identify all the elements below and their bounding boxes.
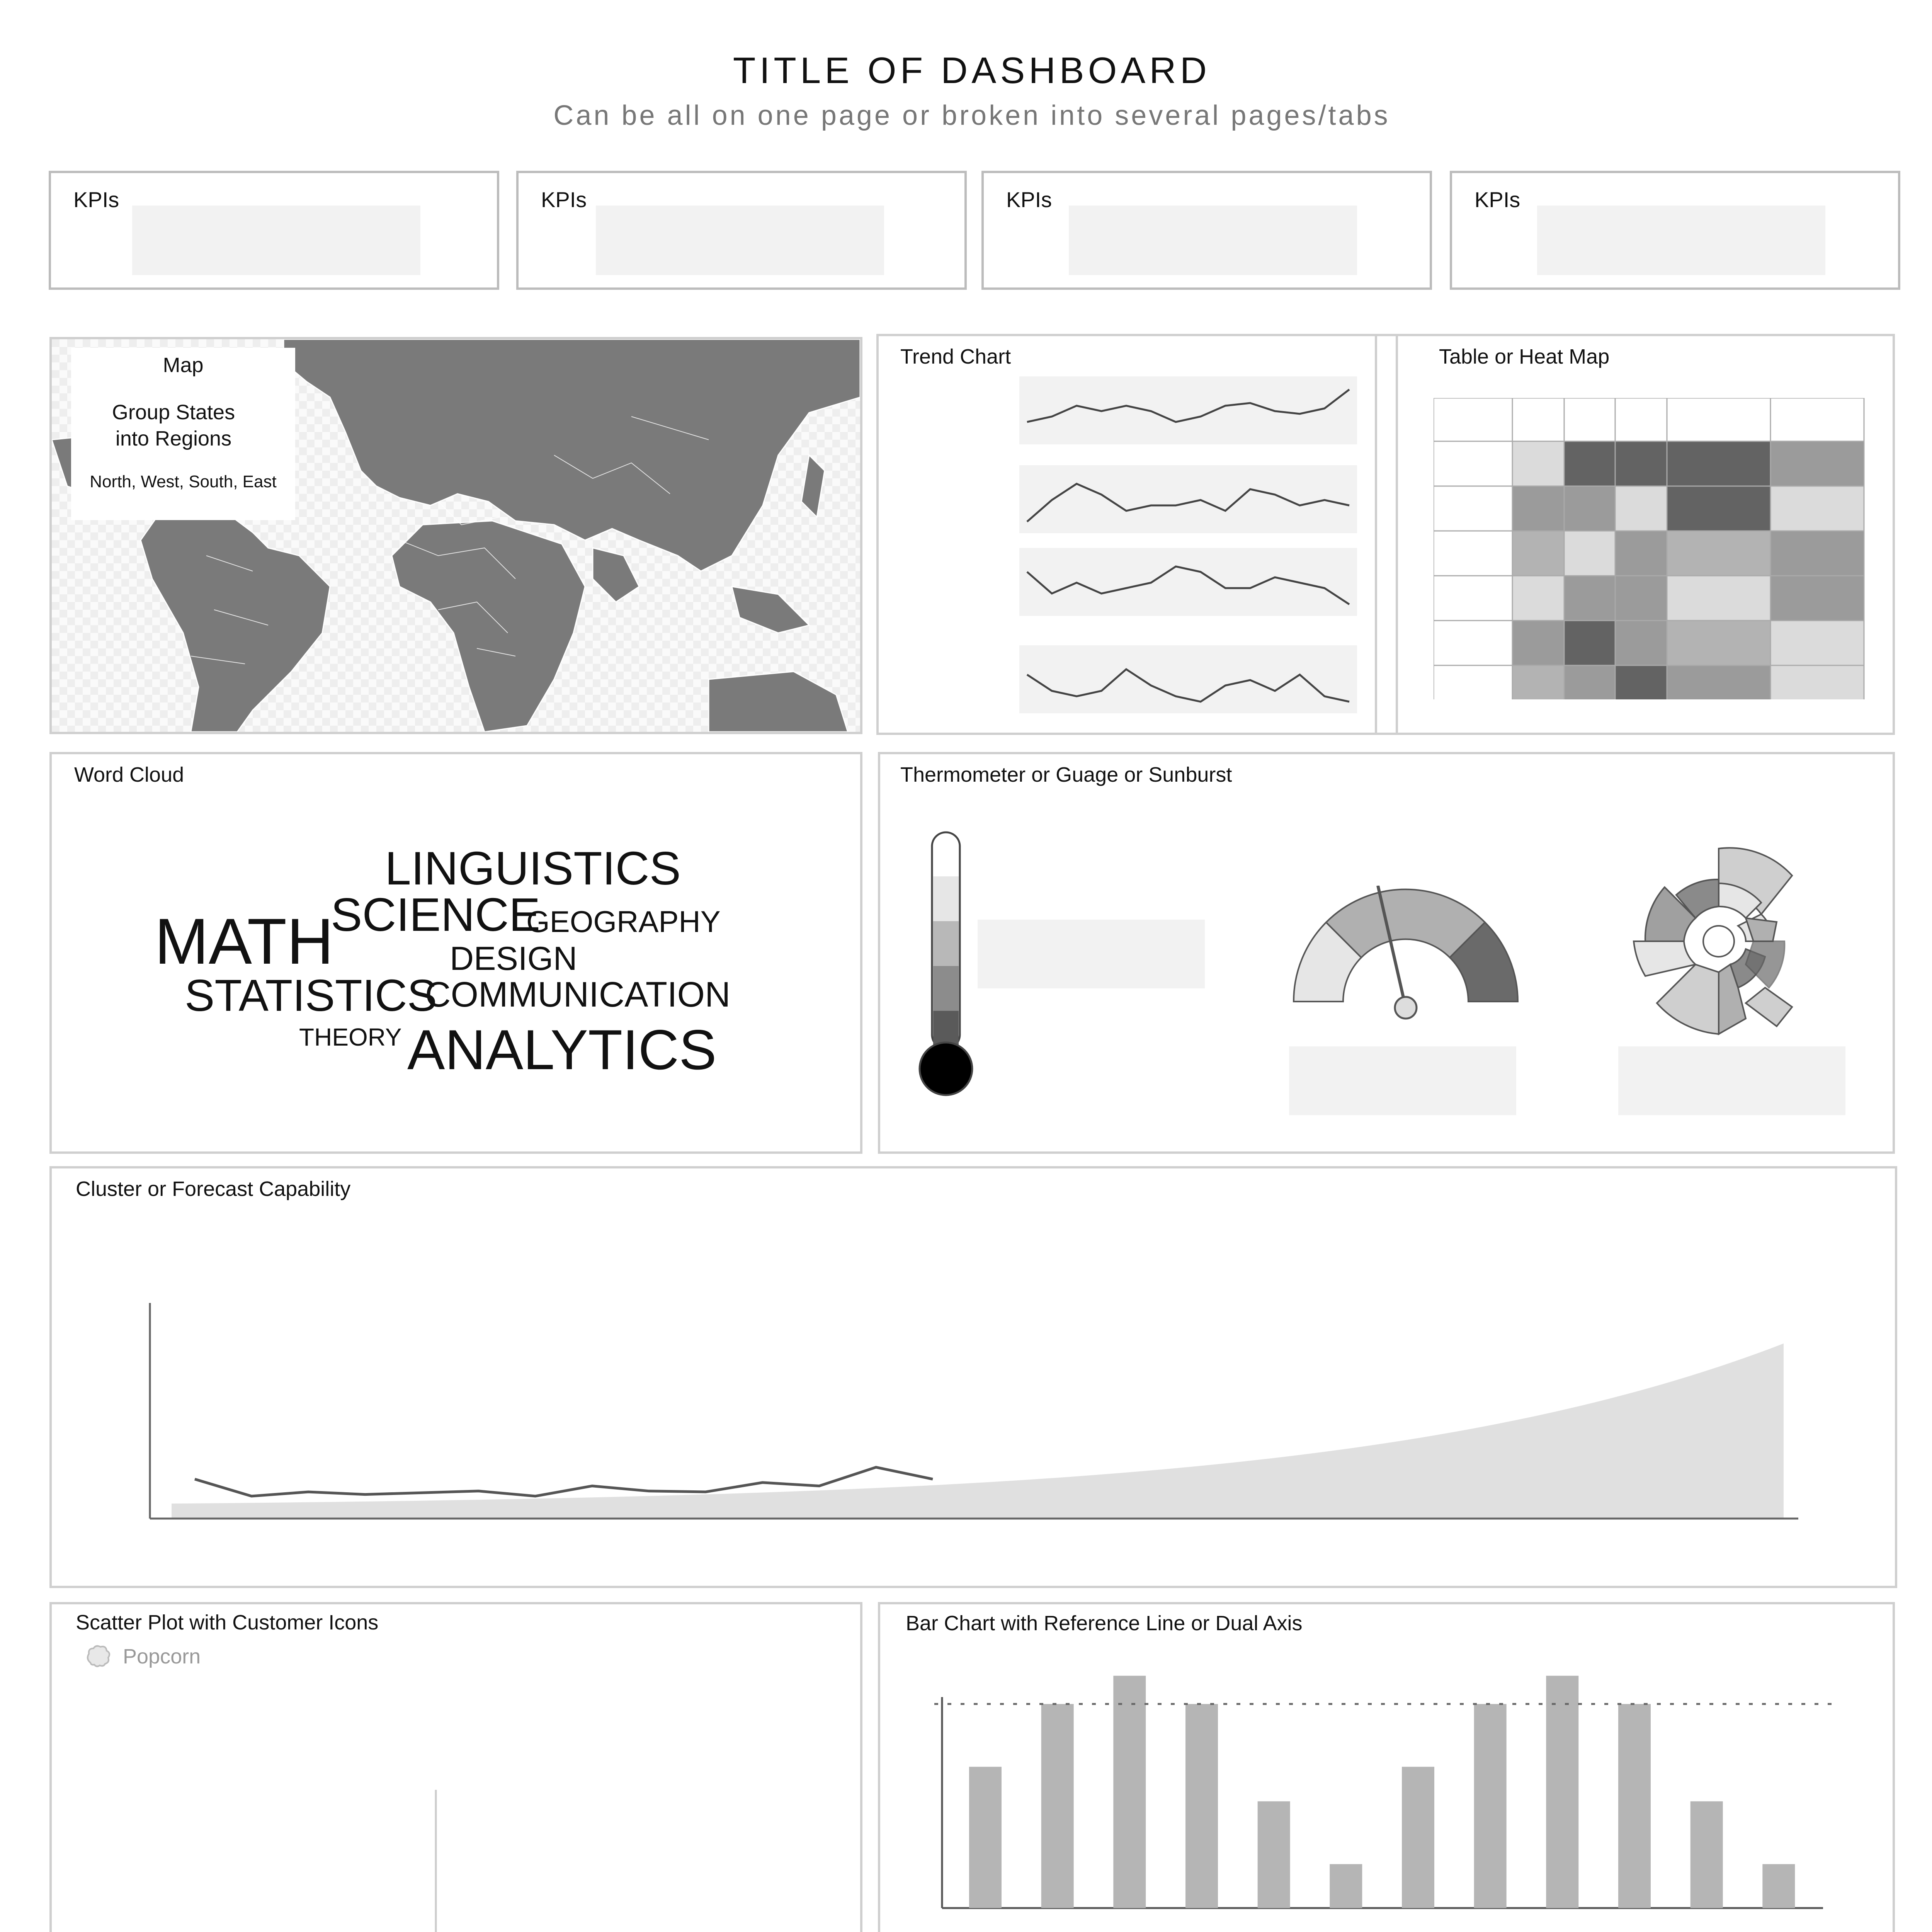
heatmap-cell bbox=[1667, 441, 1770, 486]
heatmap-row-label-cell bbox=[1434, 486, 1512, 531]
heatmap-cell bbox=[1615, 665, 1667, 699]
divider-right bbox=[1396, 336, 1398, 733]
heatmap-title: Table or Heat Map bbox=[1439, 345, 1610, 368]
trend-sparklines bbox=[879, 336, 1373, 733]
gauges-panel bbox=[878, 752, 1895, 1154]
heatmap-cell bbox=[1770, 486, 1864, 531]
heatmap-cell bbox=[1564, 576, 1615, 621]
heatmap-cell bbox=[1512, 576, 1564, 621]
scatter-title: Scatter Plot with Customer Icons bbox=[76, 1611, 379, 1634]
kpi-value-placeholder bbox=[132, 206, 420, 275]
heatmap-cell bbox=[1615, 576, 1667, 621]
bar bbox=[1546, 1676, 1578, 1908]
bar bbox=[1618, 1704, 1651, 1908]
map-regions: North, West, South, East bbox=[90, 472, 277, 491]
sparkline bbox=[1027, 669, 1349, 702]
heatmap-cell bbox=[1667, 665, 1770, 699]
bar bbox=[1474, 1704, 1507, 1908]
heatmap-cell bbox=[1770, 441, 1864, 486]
heatmap-row-label-cell bbox=[1434, 531, 1512, 576]
bar-chart bbox=[880, 1604, 1893, 1932]
gauges-title: Thermometer or Guage or Sunburst bbox=[900, 763, 1232, 786]
heatmap-header-cell bbox=[1564, 398, 1615, 441]
heatmap-cell bbox=[1615, 441, 1667, 486]
word-cloud-word: SCIENCE bbox=[331, 888, 541, 941]
heatmap-cell bbox=[1770, 576, 1864, 621]
bar-chart-title: Bar Chart with Reference Line or Dual Axis bbox=[906, 1612, 1303, 1635]
scatter-plot bbox=[52, 1682, 860, 1932]
word-cloud-title: Word Cloud bbox=[74, 763, 184, 786]
heatmap-cell bbox=[1512, 486, 1564, 531]
heatmap-header-cell bbox=[1770, 398, 1864, 441]
kpi-card-2 bbox=[516, 171, 967, 290]
thermometer-icon bbox=[915, 828, 985, 1107]
scatter-panel bbox=[49, 1602, 862, 1932]
kpi-label: KPIs bbox=[541, 187, 587, 212]
heatmap-cell bbox=[1667, 576, 1770, 621]
word-cloud-word: COMMUNICATION bbox=[425, 975, 731, 1014]
heatmap-header-cell bbox=[1615, 398, 1667, 441]
kpi-card-4 bbox=[1450, 171, 1900, 290]
map-legend-box bbox=[71, 348, 295, 520]
heatmap-cell bbox=[1512, 665, 1564, 699]
bar bbox=[1041, 1704, 1074, 1908]
sunburst-icon bbox=[1630, 825, 1823, 1042]
sparkline bbox=[1027, 484, 1349, 522]
heatmap-cell bbox=[1615, 486, 1667, 531]
word-cloud-word: DESIGN bbox=[450, 940, 577, 977]
kpi-label: KPIs bbox=[1006, 187, 1052, 212]
forecast-panel bbox=[49, 1166, 1897, 1588]
word-cloud-word: THEORY bbox=[299, 1023, 402, 1051]
heatmap-cell bbox=[1512, 621, 1564, 665]
word-cloud-word: GEOGRAPHY bbox=[526, 905, 721, 939]
bar bbox=[1762, 1864, 1795, 1908]
map-panel bbox=[49, 337, 862, 734]
heatmap-header-cell bbox=[1512, 398, 1564, 441]
divider-left bbox=[1375, 336, 1377, 733]
heatmap-cell bbox=[1667, 621, 1770, 665]
heatmap-cell bbox=[1564, 665, 1615, 699]
heatmap-cell bbox=[1615, 621, 1667, 665]
heatmap-cell bbox=[1770, 665, 1864, 699]
map-title: Map bbox=[163, 354, 204, 377]
heatmap-cell bbox=[1564, 621, 1615, 665]
heatmap-cell bbox=[1770, 621, 1864, 665]
sunburst-value-placeholder bbox=[1618, 1046, 1845, 1115]
gauge-value-placeholder bbox=[1289, 1046, 1516, 1115]
heatmap-header-cell bbox=[1434, 398, 1512, 441]
heatmap-grid bbox=[1434, 398, 1866, 699]
bar bbox=[1330, 1864, 1362, 1908]
word-cloud-word: MATH bbox=[155, 905, 334, 978]
bar bbox=[1185, 1704, 1218, 1908]
heatmap-row-label-cell bbox=[1434, 576, 1512, 621]
bar bbox=[1113, 1676, 1146, 1908]
dashboard-subtitle: Can be all on one page or broken into several pages/tabs bbox=[553, 100, 1390, 131]
heatmap-cell bbox=[1564, 441, 1615, 486]
forecast-chart bbox=[52, 1168, 1895, 1586]
heatmap-cell bbox=[1615, 531, 1667, 576]
bar bbox=[1690, 1801, 1723, 1908]
heatmap-cell bbox=[1512, 531, 1564, 576]
kpi-label: KPIs bbox=[1475, 187, 1520, 212]
heatmap-row-label-cell bbox=[1434, 621, 1512, 665]
trend-heatmap-panel bbox=[876, 334, 1895, 735]
trend-chart-title: Trend Chart bbox=[900, 345, 1011, 368]
bar bbox=[969, 1767, 1002, 1908]
thermometer-value-placeholder bbox=[978, 920, 1205, 988]
sparkline bbox=[1027, 389, 1349, 422]
dashboard-title: TITLE OF DASHBOARD bbox=[733, 50, 1211, 91]
scatter-legend-label: Popcorn bbox=[123, 1645, 201, 1668]
heatmap-row-label-cell bbox=[1434, 665, 1512, 699]
kpi-value-placeholder bbox=[1069, 206, 1357, 275]
bar-chart-panel bbox=[878, 1602, 1895, 1932]
word-cloud-word: ANALYTICS bbox=[407, 1018, 717, 1081]
word-cloud-panel bbox=[49, 752, 862, 1154]
heatmap-cell bbox=[1512, 441, 1564, 486]
map-line-2: into Regions bbox=[115, 427, 232, 450]
heatmap-cell bbox=[1667, 486, 1770, 531]
heatmap-row-label-cell bbox=[1434, 441, 1512, 486]
bar bbox=[1258, 1801, 1290, 1908]
heatmap-cell bbox=[1564, 531, 1615, 576]
heatmap-header-cell bbox=[1667, 398, 1770, 441]
kpi-card-3 bbox=[981, 171, 1432, 290]
sparkline bbox=[1027, 566, 1349, 604]
kpi-card-1 bbox=[49, 171, 499, 290]
kpi-value-placeholder bbox=[1537, 206, 1825, 275]
word-cloud-word: STATISTICS bbox=[185, 970, 437, 1020]
heatmap-cell bbox=[1667, 531, 1770, 576]
kpi-label: KPIs bbox=[73, 187, 119, 212]
heatmap-cell bbox=[1564, 486, 1615, 531]
gauge-icon bbox=[1286, 886, 1526, 1032]
forecast-title: Cluster or Forecast Capability bbox=[76, 1177, 351, 1201]
map-line-1: Group States bbox=[112, 401, 235, 424]
word-cloud-word: LINGUISTICS bbox=[385, 842, 681, 895]
kpi-value-placeholder bbox=[596, 206, 884, 275]
popcorn-legend-icon bbox=[83, 1641, 114, 1672]
heatmap-cell bbox=[1770, 531, 1864, 576]
bar bbox=[1402, 1767, 1434, 1908]
